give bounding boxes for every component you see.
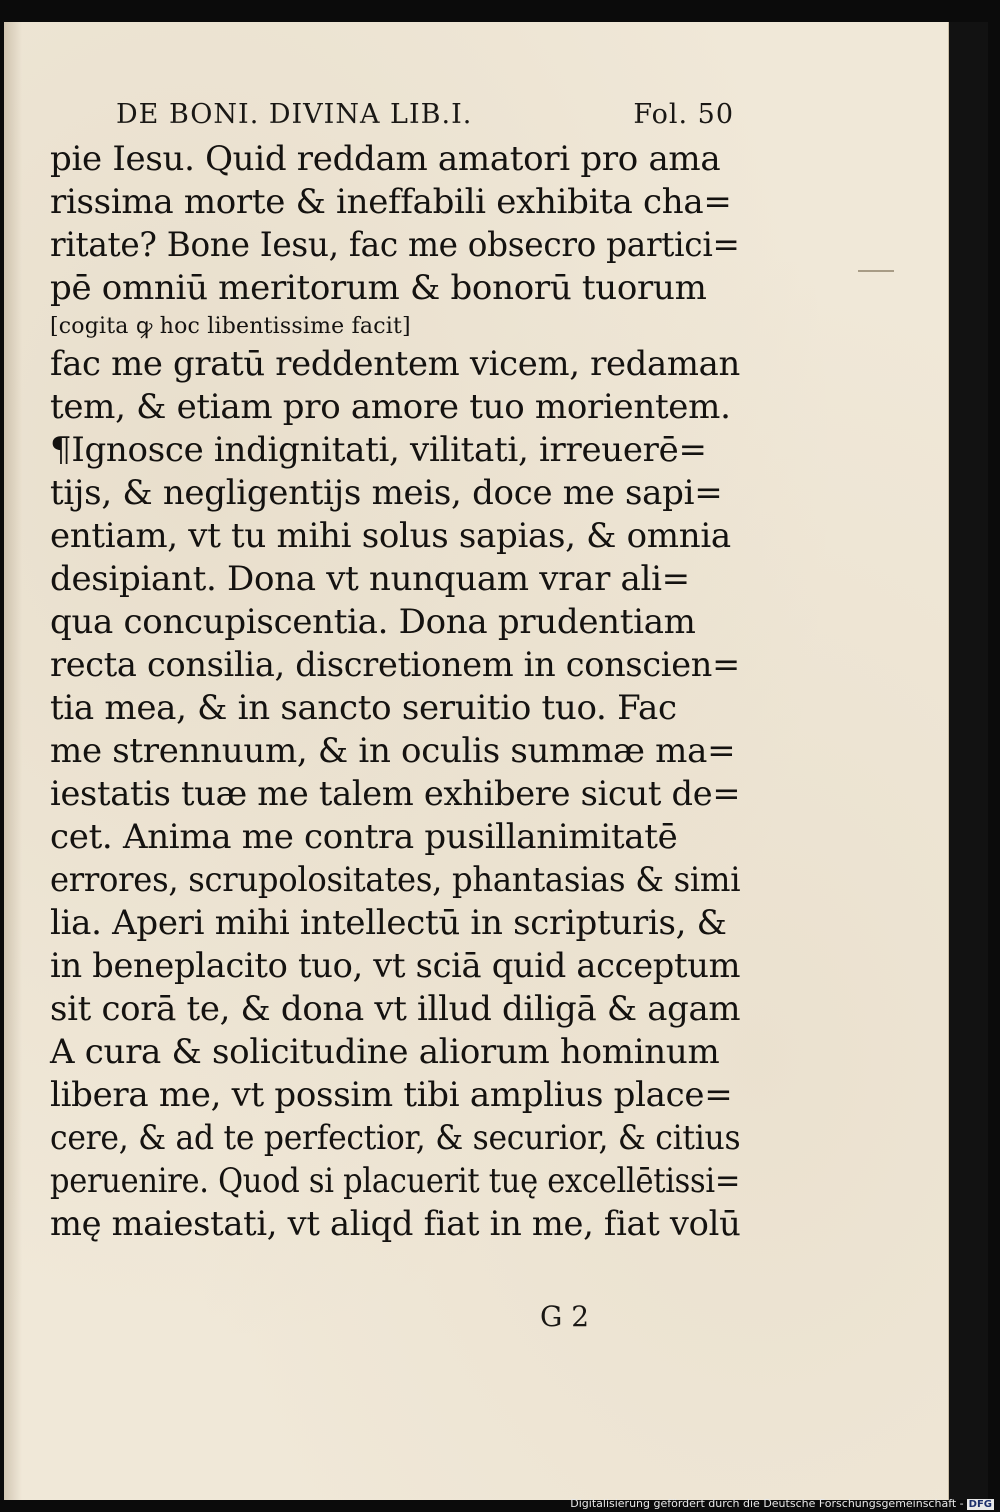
text-line-21: sit corā te, & dona vt illud diligā & agam — [50, 989, 741, 1029]
text-line-22: A cura & solicitudine aliorum hominum — [50, 1032, 720, 1072]
signature-mark: G 2 — [540, 1300, 590, 1333]
gutter-shadow — [4, 22, 22, 1500]
text-line-10: entiam, vt tu mihi solus sapias, & omnia — [50, 516, 731, 556]
text-line-11: desipiant. Dona vt nunquam vrar ali= — [50, 559, 690, 599]
text-line-14: tia mea, & in sancto seruitio tuo. Fac — [50, 688, 677, 728]
text-line-16: iestatis tuæ me talem exhibere sicut de= — [50, 774, 741, 814]
scan-edge — [948, 22, 988, 1500]
dfg-logo: DFG — [968, 1499, 992, 1510]
text-line-15: me strennuum, & in oculis summæ ma= — [50, 731, 736, 771]
bracket-note: [cogita ꝙ hoc libentissime facit] — [50, 314, 411, 339]
text-line-26: mę maiestati, vt aliqd fiat in me, fiat volū — [50, 1204, 741, 1244]
text-line-20: in beneplacito tuo, vt sciā quid acceptum — [50, 946, 741, 986]
running-title: DE BONI. DIVINA LIB.I. — [116, 99, 473, 130]
margin-mark — [858, 270, 894, 272]
text-line-3: ritate? Bone Iesu, fac me obsecro partici= — [50, 225, 740, 265]
text-line-23: libera me, vt possim tibi amplius place= — [50, 1075, 733, 1115]
page-text-block — [50, 92, 740, 1246]
text-line-12: qua concupiscentia. Dona prudentiam — [50, 602, 696, 642]
digitization-credit — [570, 1497, 994, 1510]
text-line-18: errores, scrupolositates, phantasias & simi — [50, 860, 741, 900]
text-line-9: tijs, & negligentijs meis, doce me sapi= — [50, 473, 723, 513]
text-line-1: pie Iesu. Quid reddam amatori pro ama — [50, 139, 721, 179]
text-line-19: lia. Aperi mihi intellectū in scripturis, & — [50, 903, 727, 943]
text-line-6: fac me gratū reddentem vicem, redaman — [50, 344, 740, 384]
text-line-7: tem, & etiam pro amore tuo morientem. — [50, 387, 731, 427]
text-line-24: cere, & ad te perfectior, & securior, & citius — [50, 1118, 741, 1158]
folio-number: Fol. 50 — [633, 99, 734, 130]
text-line-25: peruenire. Quod si placuerit tuę excellētissi= — [50, 1161, 741, 1201]
text-line-8: ¶Ignosce indignitati, vilitati, irreuerē= — [50, 430, 707, 470]
credit-text: Digitalisierung gefördert durch die Deutsche Forschungsgemeinschaft - — [570, 1497, 964, 1510]
text-line-4: pē omniū meritorum & bonorū tuorum — [50, 268, 707, 308]
running-header — [50, 92, 740, 138]
text-line-13: recta consilia, discretionem in conscien= — [50, 645, 740, 685]
text-line-2: rissima morte & ineffabili exhibita cha= — [50, 182, 732, 222]
text-line-17: cet. Anima me contra pusillanimitatē — [50, 817, 678, 857]
